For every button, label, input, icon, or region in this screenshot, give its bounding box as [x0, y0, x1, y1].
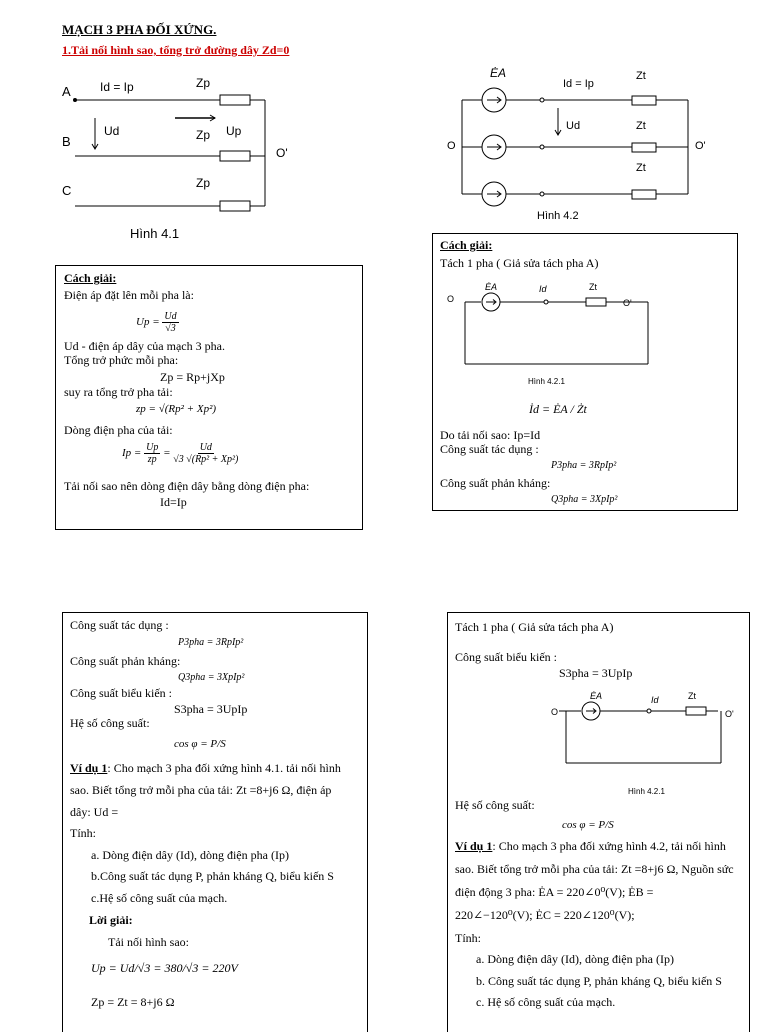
box2-o-label: O	[447, 294, 455, 304]
box1-line-4: suy ra tổng trở pha tải:	[64, 385, 173, 399]
box3-example-line-3: dây: Ud =	[70, 805, 119, 819]
box2-eq-1: İd = ĖA / Żt	[529, 402, 587, 416]
ud-label-42: Ud	[566, 120, 581, 132]
box1-line-2: Ud - điện áp dây của mạch 3 pha.	[64, 339, 225, 353]
box1-line-3: Tổng trở phức mỗi pha:	[64, 353, 179, 367]
box4-line-3: Hệ số công suất:	[455, 798, 535, 812]
box4-eq-2: cos φ = P/S	[562, 819, 614, 831]
box4-example-line-3: điện động 3 pha: ĖA = 220∠0⁰(V); ĖB =	[455, 885, 654, 899]
box1-heading: Cách giải:	[64, 271, 117, 285]
box1-line-5: Dòng điện pha của tải:	[64, 423, 173, 437]
phase-b-label: B	[62, 134, 71, 149]
figure-4-2-1-circuit	[443, 274, 683, 374]
current-label: Id = Ip	[100, 80, 134, 94]
page-title: MẠCH 3 PHA ĐỐI XỨNG.	[62, 22, 217, 37]
zt-label-2: Zt	[636, 120, 646, 132]
box2-eq-2: P3pha = 3RpIp²	[551, 460, 617, 471]
box4-o-label: O	[551, 707, 559, 717]
box2-line-4: Công suất phản kháng:	[440, 476, 551, 490]
box3-eq-1: P3pha = 3RpIp²	[178, 637, 244, 648]
box3-line-2: Công suất phản kháng:	[70, 654, 181, 668]
box2-line-3: Công suất tác dụng :	[440, 442, 539, 456]
box3-example-label: Ví dụ 1	[70, 761, 108, 775]
box4-figure-circuit	[543, 683, 750, 773]
node-o-label: O	[447, 140, 456, 152]
box2-ea-label: ĖA	[485, 282, 498, 292]
zp-label-c: Zp	[196, 176, 211, 190]
zt-label-1: Zt	[636, 70, 646, 82]
box4-caption: Hình 4.2.1	[628, 787, 665, 796]
neutral-label: O'	[276, 146, 288, 160]
box4-example-line-2: sao. Biết tổng trở mỗi pha của tải: Zt =8+j6 Ω, Nguồn sức	[455, 862, 734, 876]
box3-item-b: b.Công suất tác dụng P, phản kháng Q, biểu kiến S	[91, 869, 334, 883]
eq4-den-1: zp	[147, 454, 157, 465]
box4-o2-label: O'	[725, 709, 734, 719]
box4-item-c: c. Hệ số công suất của mạch.	[476, 995, 616, 1009]
box4-example-line-4: 220∠−120⁰(V); ĖC = 220∠120⁰(V);	[455, 908, 635, 922]
eq1-den: √3	[165, 323, 176, 334]
figure-caption-42: Hình 4.2	[537, 210, 579, 222]
box4-tinh: Tính:	[455, 931, 481, 945]
eq4-fraction-2	[173, 442, 238, 465]
ea-label: ĖA	[490, 66, 507, 80]
box4-example-line-1	[455, 839, 726, 854]
box2-line-1: Tách 1 pha ( Giả sửa tách pha A)	[440, 256, 599, 270]
eq4-den-2: √3 √(Rp² + Xp²)	[173, 454, 239, 465]
node-o2-label: O'	[695, 140, 706, 152]
figure-caption: Hình 4.1	[130, 226, 180, 241]
up-label: Up	[226, 124, 242, 138]
ud-label: Ud	[104, 124, 120, 138]
box3-lg-line-1: Tải nối hình sao:	[108, 935, 189, 949]
box3-line-4: Hệ số công suất:	[70, 716, 150, 730]
box1-eq-4: Ip = $\frac{Up}{zp}$ = $\frac{Ud}{\text{√3 √(Rp² + Xp²)}}$	[122, 442, 239, 465]
box3-example-line-1	[70, 761, 341, 776]
box4-line-2: Công suất biểu kiến :	[455, 650, 557, 664]
box1-line-6: Tải nối sao nên dòng điện dây bằng dòng điện pha:	[64, 479, 310, 493]
box3-eq-5: Up = Ud/√3 = 380/√3 = 220V	[91, 961, 238, 975]
eq4-lhs: Ip =	[122, 447, 142, 460]
current-label-42: Id = Ip	[563, 78, 594, 90]
box4-example-text-1: : Cho mạch 3 pha đối xứng hình 4.2, tải nối hình	[492, 839, 726, 853]
phase-a-label: A	[62, 84, 71, 99]
eq4-fraction-1	[144, 442, 160, 465]
box3-example-text-1: : Cho mạch 3 pha đối xứng hình 4.1. tải nối hình	[107, 761, 341, 775]
box1-eq-5: Id=Ip	[160, 495, 187, 509]
section-subtitle: 1.Tải nối hình sao, tổng trở đường dây Zd=0	[62, 43, 290, 57]
box1-eq-3: zp = √(Rp² + Xp²)	[136, 403, 217, 415]
box2-line-2: Do tải nối sao: Ip=Id	[440, 428, 541, 442]
box4-zt-label: Zt	[688, 691, 696, 701]
box3-line-3: Công suất biểu kiến :	[70, 686, 172, 700]
zt-label-3: Zt	[636, 162, 646, 174]
eq1-fraction	[162, 311, 178, 334]
box2-zt-label: Zt	[589, 282, 597, 292]
zp-label-b: Zp	[196, 128, 211, 142]
eq4-num-1: Up	[146, 442, 159, 453]
box3-item-a: a. Dòng điện dây (Id), dòng điện pha (Ip)	[91, 848, 289, 862]
box3-eq-6: Zp = Zt = 8+j6 Ω	[91, 995, 175, 1009]
eq1-lhs: Up =	[136, 316, 160, 329]
box4-item-b: b. Công suất tác dụng P, phản kháng Q, biểu kiến S	[476, 974, 722, 988]
box3-line-1: Công suất tác dụng :	[70, 618, 169, 632]
box4-item-a: a. Dòng điện dây (Id), dòng điện pha (Ip)	[476, 952, 674, 966]
box3-eq-4: cos φ = P/S	[174, 738, 226, 750]
box3-item-c: c.Hệ số công suất của mạch.	[91, 891, 228, 905]
box4-example-label: Ví dụ 1	[455, 839, 493, 853]
box4-ea-label: ĖA	[590, 691, 603, 701]
example-box-1	[62, 612, 368, 1032]
box3-loigiai: Lời giải:	[89, 913, 133, 927]
box2-heading: Cách giải:	[440, 238, 493, 252]
eq1-num: Ud	[164, 311, 177, 322]
box2-o2-label: O'	[623, 298, 632, 308]
zp-label-a: Zp	[196, 76, 211, 90]
box3-tinh: Tính:	[70, 826, 96, 840]
box2-eq-3: Q3pha = 3XpIp²	[551, 494, 618, 505]
box3-eq-2: Q3pha = 3XpIp²	[178, 672, 245, 683]
box2-caption: Hình 4.2.1	[528, 377, 565, 386]
box1-line-1: Điện áp đặt lên mỗi pha là:	[64, 288, 194, 302]
box3-eq-3: S3pha = 3UpIp	[174, 702, 248, 716]
box4-eq-1: S3pha = 3UpIp	[559, 666, 633, 680]
box4-line-1: Tách 1 pha ( Giả sửa tách pha A)	[455, 620, 614, 634]
box2-id-label: Id	[539, 284, 547, 294]
phase-c-label: C	[62, 183, 72, 198]
eq4-num-2: Ud	[199, 442, 212, 453]
solution-box-1	[55, 265, 363, 530]
box3-example-line-2: sao. Biết tổng trở mỗi pha của tải: Zt =8+j6 Ω, điện áp	[70, 783, 332, 797]
example-box-2	[447, 612, 750, 1032]
box1-eq-1	[136, 311, 179, 334]
solution-box-2	[432, 233, 738, 511]
box1-eq-2: Zp = Rp+jXp	[160, 370, 225, 384]
box4-id-label: Id	[651, 695, 659, 705]
